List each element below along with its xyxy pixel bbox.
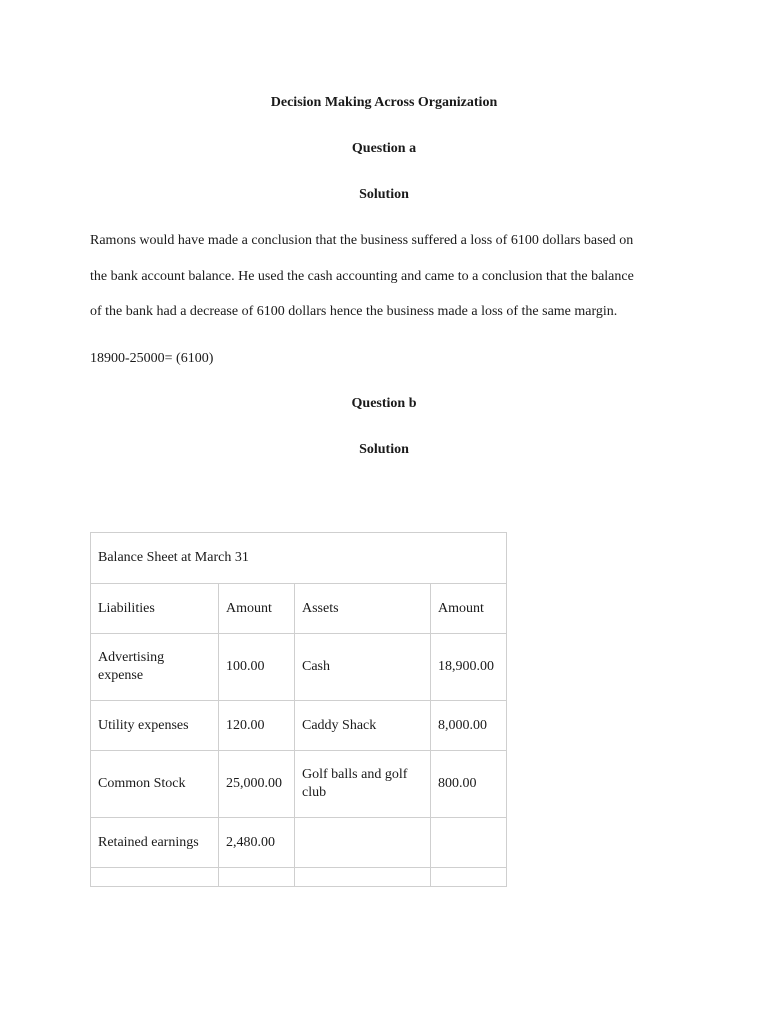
header-amount-assets: Amount bbox=[431, 584, 507, 634]
asset-name: Caddy Shack bbox=[295, 701, 431, 751]
document-title: Decision Making Across Organization bbox=[270, 95, 498, 110]
paragraph-line-3: of the bank had a decrease of 6100 dollars hence the business made a loss of the same margin. bbox=[90, 304, 618, 319]
header-liabilities: Liabilities bbox=[91, 584, 219, 634]
empty-cell bbox=[91, 868, 219, 887]
liability-name: Utility expenses bbox=[91, 701, 219, 751]
solution-a-heading: Solution bbox=[359, 187, 409, 202]
empty-cell bbox=[295, 868, 431, 887]
question-b-heading: Question b bbox=[351, 396, 417, 411]
liability-name: Common Stock bbox=[91, 751, 219, 818]
empty-cell bbox=[431, 868, 507, 887]
asset-amount bbox=[431, 818, 507, 868]
liability-name: Advertising expense bbox=[91, 634, 219, 701]
table-row bbox=[91, 818, 507, 868]
table-row bbox=[91, 751, 507, 818]
liability-amount: 100.00 bbox=[219, 634, 295, 701]
balance-sheet-table bbox=[90, 532, 507, 887]
asset-name: Cash bbox=[295, 634, 431, 701]
table-header-row bbox=[91, 584, 507, 634]
asset-name bbox=[295, 818, 431, 868]
solution-b-heading: Solution bbox=[359, 442, 409, 457]
asset-name: Golf balls and golf club bbox=[295, 751, 431, 818]
header-amount-liabilities: Amount bbox=[219, 584, 295, 634]
paragraph-line-2: the bank account balance. He used the cash accounting and came to a conclusion that the balance bbox=[90, 269, 634, 284]
liability-amount: 120.00 bbox=[219, 701, 295, 751]
empty-cell bbox=[219, 868, 295, 887]
equation-line: 18900-25000= (6100) bbox=[90, 351, 214, 366]
table-title-cell: Balance Sheet at March 31 bbox=[91, 533, 507, 584]
header-assets: Assets bbox=[295, 584, 431, 634]
liability-amount: 2,480.00 bbox=[219, 818, 295, 868]
table-title-row bbox=[91, 533, 507, 584]
liability-name: Retained earnings bbox=[91, 818, 219, 868]
paragraph-line-1: Ramons would have made a conclusion that the business suffered a loss of 6100 dollars based on bbox=[90, 233, 634, 248]
table-empty-row bbox=[91, 868, 507, 887]
asset-amount: 18,900.00 bbox=[431, 634, 507, 701]
asset-amount: 800.00 bbox=[431, 751, 507, 818]
table-row bbox=[91, 634, 507, 701]
table-row bbox=[91, 701, 507, 751]
liability-amount: 25,000.00 bbox=[219, 751, 295, 818]
question-a-heading: Question a bbox=[351, 141, 417, 156]
asset-amount: 8,000.00 bbox=[431, 701, 507, 751]
